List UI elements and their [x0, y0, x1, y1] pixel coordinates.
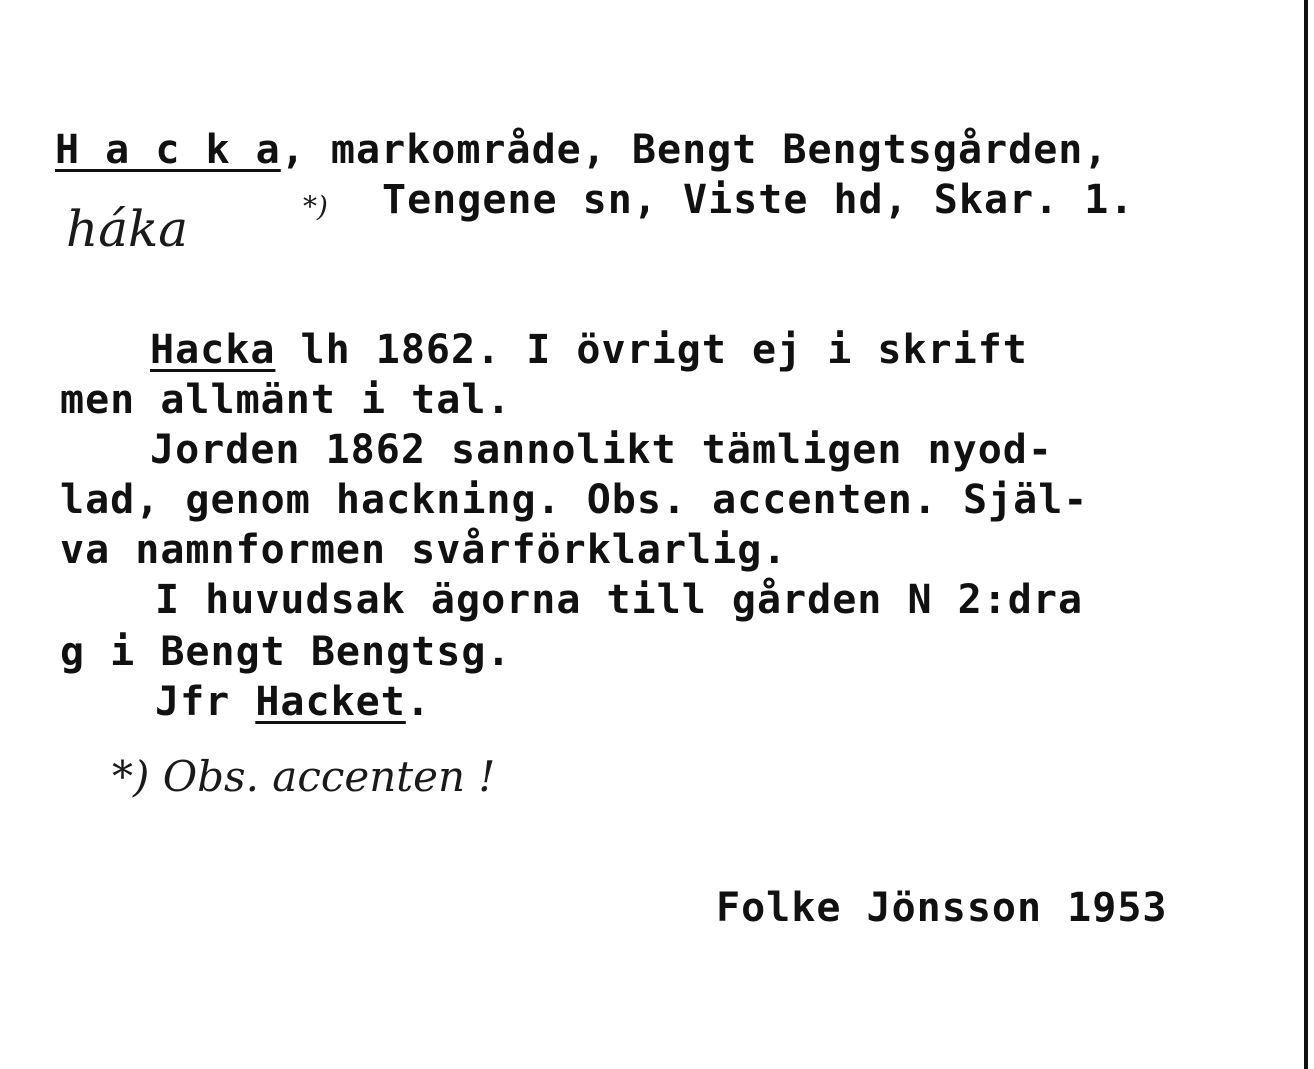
- signature: Folke Jönsson 1953: [716, 885, 1168, 931]
- headword: H a c k a: [55, 127, 281, 173]
- hacka-reference: Hacka: [150, 327, 276, 373]
- handwritten-pronunciation: háka: [66, 200, 189, 258]
- paragraph-3-line-2: g i Bengt Bengtsg.: [60, 629, 512, 675]
- hacket-reference: Hacket: [255, 679, 406, 725]
- paragraph-3-line-1: I huvudsak ägorna till gården N 2:dra: [155, 577, 1084, 623]
- headword-line: [55, 128, 1108, 172]
- handwritten-footnote: *) Obs. accenten !: [112, 752, 496, 801]
- pronunciation-footnote-mark: *): [303, 190, 328, 223]
- paragraph-2-line-2: lad, genom hackning. Obs. accenten. Själ-: [60, 477, 1089, 523]
- paragraph-1-line-1: Hacka lh 1862. I övrigt ej i skrift: [150, 327, 1028, 373]
- jfr-line: Jfr Hacket.: [155, 679, 431, 725]
- card-edge: [1304, 0, 1308, 1069]
- headword-description: , markområde, Bengt Bengtsgården,: [280, 127, 1109, 173]
- paragraph-2-line-1: Jorden 1862 sannolikt tämligen nyod-: [150, 427, 1053, 473]
- paragraph-2-line-3: va namnformen svårförklarlig.: [60, 527, 788, 573]
- paragraph-1-line-2: men allmänt i tal.: [60, 377, 512, 423]
- location-line: Tengene sn, Viste hd, Skar. 1.: [382, 177, 1135, 223]
